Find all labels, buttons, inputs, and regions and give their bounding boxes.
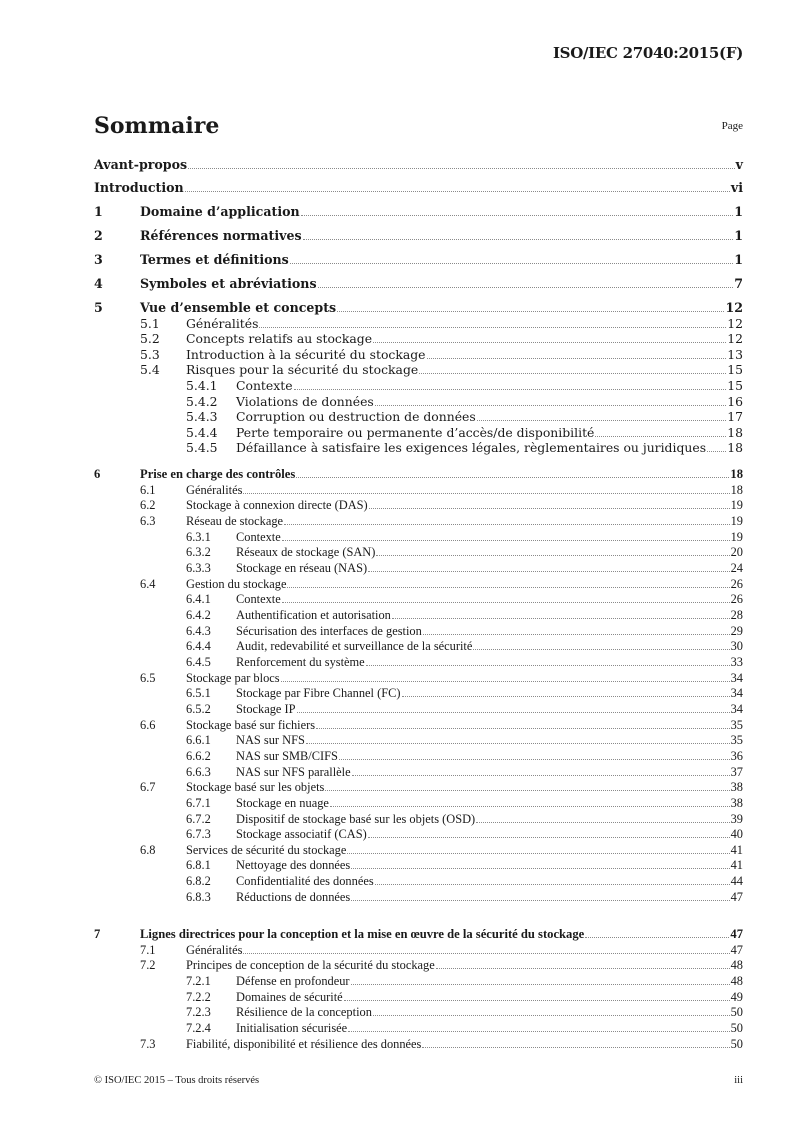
toc-entry[interactable]: [94, 702, 743, 716]
toc-entry[interactable]: [94, 718, 743, 732]
toc-entry-label[interactable]: Résilience de la conception: [236, 1005, 372, 1019]
toc-entry-label[interactable]: Domaines de sécurité: [236, 990, 343, 1004]
dot-leader: [366, 664, 730, 666]
toc-entry-label[interactable]: Lignes directrices pour la conception et la mise en œuvre de la sécurité du stockage: [140, 927, 585, 941]
toc-entry-label[interactable]: Avant-propos: [94, 157, 188, 172]
toc-entry-label[interactable]: Services de sécurité du stockage: [186, 843, 347, 857]
toc-entry[interactable]: [94, 441, 743, 455]
toc-entry-page[interactable]: 15: [727, 362, 743, 377]
dot-leader: [347, 852, 729, 854]
toc-entry-label[interactable]: Termes et définitions: [140, 252, 289, 267]
toc-entry[interactable]: [94, 639, 743, 653]
toc-entry-page[interactable]: 18: [730, 467, 743, 481]
toc-entry-label[interactable]: Confidentialité des données: [236, 874, 374, 888]
toc-entry-number: 7.2: [140, 958, 156, 972]
toc-entry-number: 6.1: [140, 483, 156, 497]
toc-entry-label[interactable]: Contexte: [236, 592, 281, 606]
toc-entry-number: 4: [94, 276, 103, 291]
toc-entry-number: 5.4.4: [186, 425, 218, 440]
page-number: iii: [734, 1075, 743, 1086]
toc-entry-label[interactable]: Symboles et abréviations: [140, 276, 317, 291]
toc-entry-page[interactable]: 36: [730, 749, 743, 763]
toc-entry[interactable]: [94, 514, 743, 528]
toc-entry-number: 6.3.3: [186, 561, 211, 575]
toc-entry-label[interactable]: Initialisation sécurisée: [236, 1021, 348, 1035]
toc-entry-label[interactable]: Généralités: [186, 943, 243, 957]
dot-leader: [392, 617, 730, 619]
dot-leader: [188, 167, 735, 169]
toc-entry-page[interactable]: 20: [730, 545, 743, 559]
dot-leader: [243, 952, 729, 954]
toc-entry-page[interactable]: 47: [730, 890, 743, 904]
dot-leader: [301, 214, 734, 216]
dot-leader: [351, 983, 730, 985]
document-identifier: ISO/IEC 27040:2015(F): [552, 44, 743, 62]
toc-entry-label[interactable]: Contexte: [236, 530, 281, 544]
dot-leader: [325, 789, 729, 791]
toc-entry[interactable]: [94, 577, 743, 591]
toc-entry-page[interactable]: 18: [727, 440, 743, 455]
dot-leader: [373, 1014, 730, 1016]
toc-entry-number: 6.6.2: [186, 749, 211, 763]
toc-entry-label[interactable]: Authentification et autorisation: [236, 608, 391, 622]
toc-entry-page[interactable]: vi: [730, 180, 743, 195]
toc-entry-number: 2: [94, 228, 103, 243]
toc-entry-page[interactable]: 18: [727, 425, 743, 440]
toc-entry[interactable]: [94, 890, 743, 904]
toc-entry-page[interactable]: 38: [730, 780, 743, 794]
dot-leader: [290, 262, 733, 264]
toc-entry-page[interactable]: v: [735, 157, 743, 172]
toc-entry-number: 5.4.3: [186, 409, 218, 424]
toc-entry-page[interactable]: 1: [734, 228, 743, 243]
toc-entry-page[interactable]: 19: [730, 530, 743, 544]
toc-entry[interactable]: [94, 1037, 743, 1051]
toc-entry[interactable]: [94, 530, 743, 544]
toc-entry-page[interactable]: 34: [730, 686, 743, 700]
toc-entry[interactable]: [94, 277, 743, 291]
toc-entry[interactable]: [94, 608, 743, 622]
toc-entry-page[interactable]: 18: [730, 483, 743, 497]
dot-leader: [339, 758, 730, 760]
dot-leader: [306, 742, 730, 744]
toc-entry[interactable]: [94, 592, 743, 606]
toc-entry-label[interactable]: Perte temporaire ou permanente d’accès/de disponibilité: [236, 425, 595, 440]
toc-entry-page[interactable]: 12: [725, 300, 743, 315]
toc-entry-number: 1: [94, 204, 103, 219]
toc-entry-number: 7.2.2: [186, 990, 211, 1004]
dot-leader: [287, 586, 729, 588]
toc-entry-number: 6.4.1: [186, 592, 211, 606]
toc-entry[interactable]: [94, 395, 743, 409]
toc-entry-label[interactable]: Principes de conception de la sécurité du stockage: [186, 958, 435, 972]
toc-entry-label[interactable]: Contexte: [236, 378, 293, 393]
toc-entry-label[interactable]: Réductions de données: [236, 890, 351, 904]
toc-entry-number: 7.1: [140, 943, 156, 957]
toc-entry-page[interactable]: 12: [727, 331, 743, 346]
toc-entry-number: 5: [94, 300, 103, 315]
dot-leader: [352, 774, 730, 776]
toc-entry-label[interactable]: Audit, redevabilité et surveillance de la sécurité: [236, 639, 473, 653]
toc-entry-label[interactable]: Stockage à connexion directe (DAS): [186, 498, 368, 512]
toc-entry-number: 6.7.2: [186, 812, 211, 826]
dot-leader: [477, 419, 726, 421]
toc-entry-number: 6.7.3: [186, 827, 211, 841]
toc-entry[interactable]: [94, 927, 743, 941]
toc-entry[interactable]: [94, 827, 743, 841]
toc-entry-page[interactable]: 28: [730, 608, 743, 622]
dot-leader: [351, 899, 729, 901]
toc-entry[interactable]: [94, 561, 743, 575]
toc-entry[interactable]: [94, 858, 743, 872]
toc-entry-page[interactable]: 24: [730, 561, 743, 575]
toc-entry-page[interactable]: 41: [730, 858, 743, 872]
toc-entry-number: 6.4.2: [186, 608, 211, 622]
toc-entry[interactable]: [94, 363, 743, 377]
toc-entry-page[interactable]: 49: [730, 990, 743, 1004]
dot-leader: [284, 523, 730, 525]
toc-entry-number: 5.4.5: [186, 440, 218, 455]
toc-entry[interactable]: [94, 990, 743, 1004]
toc-entry-page[interactable]: 39: [730, 812, 743, 826]
dot-leader: [368, 570, 730, 572]
dot-leader: [375, 404, 726, 406]
dot-leader: [376, 554, 729, 556]
toc-entry-page[interactable]: 38: [730, 796, 743, 810]
toc-entry[interactable]: [94, 624, 743, 638]
toc-entry-number: 7.2.1: [186, 974, 211, 988]
toc-entry[interactable]: [94, 467, 743, 481]
dot-leader: [476, 821, 729, 823]
toc-entry-number: 6.8.2: [186, 874, 211, 888]
toc-entry-page[interactable]: 1: [734, 252, 743, 267]
dot-leader: [348, 1030, 729, 1032]
toc-entry-label[interactable]: Généralités: [186, 316, 259, 331]
dot-leader: [427, 357, 727, 359]
toc-entry-number: 6.6: [140, 718, 156, 732]
toc-entry-page[interactable]: 16: [727, 394, 743, 409]
toc-entry[interactable]: [94, 655, 743, 669]
toc-entry-label[interactable]: NAS sur NFS: [236, 733, 305, 747]
toc-entry-number: 7: [94, 927, 101, 941]
dot-leader: [316, 727, 730, 729]
toc-entry-page[interactable]: 50: [730, 1005, 743, 1019]
toc-entry[interactable]: [94, 765, 743, 779]
toc-entry[interactable]: [94, 229, 743, 243]
toc-entry-number: 6.3.2: [186, 545, 211, 559]
toc-entry[interactable]: [94, 158, 743, 172]
toc-entry-page[interactable]: 44: [730, 874, 743, 888]
toc-entry-page[interactable]: 19: [730, 498, 743, 512]
toc-entry-page[interactable]: 37: [730, 765, 743, 779]
toc-entry-label[interactable]: NAS sur NFS parallèle: [236, 765, 351, 779]
dot-leader: [185, 190, 730, 192]
toc-entry-number: 7.2.3: [186, 1005, 211, 1019]
toc-entry-number: 6.8.1: [186, 858, 211, 872]
toc-entry-page[interactable]: 15: [727, 378, 743, 393]
toc-entry-label[interactable]: Stockage associatif (CAS): [236, 827, 367, 841]
dot-leader: [423, 633, 730, 635]
toc-entry-page[interactable]: 34: [730, 702, 743, 716]
toc-entry-number: 6.5.2: [186, 702, 211, 716]
toc-entry[interactable]: [94, 332, 743, 346]
toc-entry-number: 6.6.3: [186, 765, 211, 779]
toc-entry[interactable]: [94, 181, 743, 195]
dot-leader: [402, 695, 730, 697]
toc-entry[interactable]: [94, 205, 743, 219]
toc-entry-number: 7.2.4: [186, 1021, 211, 1035]
toc-entry[interactable]: [94, 796, 743, 810]
toc-entry-label[interactable]: Fiabilité, disponibilité et résilience des données: [186, 1037, 422, 1051]
toc-entry-label[interactable]: Introduction à la sécurité du stockage: [186, 347, 426, 362]
toc-entry-page[interactable]: 7: [734, 276, 743, 291]
toc-entry-number: 6.7.1: [186, 796, 211, 810]
toc-entry[interactable]: [94, 483, 743, 497]
toc-entry-label[interactable]: Risques pour la sécurité du stockage: [186, 362, 419, 377]
dot-leader: [373, 341, 726, 343]
toc-entry-number: 5.4: [140, 362, 160, 377]
toc-entry[interactable]: [94, 348, 743, 362]
toc-entry-label[interactable]: Stockage en réseau (NAS): [236, 561, 368, 575]
toc-entry-page[interactable]: 12: [727, 316, 743, 331]
toc-entry-label[interactable]: Introduction: [94, 180, 184, 195]
toc-entry[interactable]: [94, 498, 743, 512]
toc-entry[interactable]: [94, 874, 743, 888]
toc-entry-page[interactable]: 29: [730, 624, 743, 638]
dot-leader: [294, 388, 727, 390]
dot-leader: [297, 711, 730, 713]
toc-entry-page[interactable]: 30: [730, 639, 743, 653]
toc-entry-label[interactable]: Réseau de stockage: [186, 514, 284, 528]
toc-entry-page[interactable]: 34: [730, 671, 743, 685]
toc-entry-page[interactable]: 50: [730, 1021, 743, 1035]
toc-entry-label[interactable]: Stockage basé sur les objets: [186, 780, 325, 794]
toc-entry-number: 7.3: [140, 1037, 156, 1051]
toc-entry-number: 6.8.3: [186, 890, 211, 904]
toc-entry[interactable]: [94, 301, 743, 315]
toc-entry-number: 6.5.1: [186, 686, 211, 700]
dot-leader: [318, 286, 734, 288]
dot-leader: [595, 435, 726, 437]
toc-entry[interactable]: [94, 686, 743, 700]
toc-entry-number: 6.3.1: [186, 530, 211, 544]
dot-leader: [330, 805, 730, 807]
dot-leader: [296, 476, 729, 478]
toc-entry-number: 3: [94, 252, 103, 267]
toc-entry-page[interactable]: 50: [730, 1037, 743, 1051]
toc-entry-number: 6.5: [140, 671, 156, 685]
toc-entry-label[interactable]: Stockage IP: [236, 702, 296, 716]
toc-entry[interactable]: [94, 843, 743, 857]
toc-entry-label[interactable]: Réseaux de stockage (SAN): [236, 545, 376, 559]
dot-leader: [282, 539, 730, 541]
dot-leader: [369, 507, 730, 509]
toc-entry-label[interactable]: Prise en charge des contrôles: [140, 467, 296, 481]
toc-entry[interactable]: [94, 410, 743, 424]
toc-entry-label[interactable]: Généralités: [186, 483, 243, 497]
dot-leader: [259, 326, 726, 328]
toc-entry-page[interactable]: 19: [730, 514, 743, 528]
toc-entry-page[interactable]: 48: [730, 974, 743, 988]
toc-entry[interactable]: [94, 733, 743, 747]
toc-entry-number: 6.7: [140, 780, 156, 794]
toc-entry-label[interactable]: Stockage basé sur fichiers: [186, 718, 316, 732]
dot-leader: [585, 936, 729, 938]
toc-entry-page[interactable]: 40: [730, 827, 743, 841]
toc-entry-label[interactable]: Défaillance à satisfaire les exigences légales, règlementaires ou juridiques: [236, 440, 707, 455]
toc-entry-page[interactable]: 47: [730, 943, 743, 957]
toc-entry-number: 5.4.1: [186, 378, 218, 393]
toc-entry-number: 6.2: [140, 498, 156, 512]
toc-entry[interactable]: [94, 426, 743, 440]
toc-entry-number: 6.8: [140, 843, 156, 857]
toc-entry-number: 5.2: [140, 331, 160, 346]
toc-entry[interactable]: [94, 317, 743, 331]
dot-leader: [375, 883, 730, 885]
toc-entry-number: 5.1: [140, 316, 160, 331]
toc-entry-number: 6.6.1: [186, 733, 211, 747]
toc-entry-label[interactable]: Nettoyage des données: [236, 858, 351, 872]
toc-entry-label[interactable]: Sécurisation des interfaces de gestion: [236, 624, 422, 638]
toc-entry-page[interactable]: 26: [730, 592, 743, 606]
dot-leader: [473, 648, 729, 650]
toc-entry-number: 6.4: [140, 577, 156, 591]
toc-entry-page[interactable]: 1: [734, 204, 743, 219]
toc-entry-label[interactable]: Violations de données: [236, 394, 374, 409]
dot-leader: [422, 1046, 729, 1048]
toc-entry[interactable]: [94, 749, 743, 763]
toc-entry[interactable]: [94, 812, 743, 826]
toc-entry-page[interactable]: 47: [730, 927, 743, 941]
toc-entry[interactable]: [94, 943, 743, 957]
toc-entry-number: 6.4.5: [186, 655, 211, 669]
toc-entry[interactable]: [94, 1021, 743, 1035]
toc-entry-label[interactable]: Gestion du stockage: [186, 577, 287, 591]
toc-entry-page[interactable]: 48: [730, 958, 743, 972]
toc-entry-number: 6.4.3: [186, 624, 211, 638]
toc-entry-page[interactable]: 41: [730, 843, 743, 857]
toc-entry-number: 6.4.4: [186, 639, 211, 653]
toc-entry[interactable]: [94, 974, 743, 988]
toc-entry-label[interactable]: Dispositif de stockage basé sur les objets (OSD): [236, 812, 476, 826]
page-title: Sommaire: [94, 113, 220, 139]
toc-entry[interactable]: [94, 1005, 743, 1019]
dot-leader: [243, 492, 729, 494]
toc-entry-page[interactable]: 35: [730, 718, 743, 732]
toc-entry[interactable]: [94, 545, 743, 559]
toc-entry-label[interactable]: Domaine d’application: [140, 204, 300, 219]
toc-entry[interactable]: [94, 958, 743, 972]
toc-entry-page[interactable]: 35: [730, 733, 743, 747]
toc-entry-page[interactable]: 13: [727, 347, 743, 362]
toc-entry[interactable]: [94, 671, 743, 685]
toc-entry-label[interactable]: Corruption ou destruction de données: [236, 409, 476, 424]
dot-leader: [707, 450, 726, 452]
dot-leader: [419, 372, 726, 374]
toc-entry-label[interactable]: Stockage en nuage: [236, 796, 329, 810]
dot-leader: [337, 310, 724, 312]
toc-entry-number: 5.3: [140, 347, 160, 362]
page-column-label: Page: [721, 120, 743, 132]
toc-entry-label[interactable]: Concepts relatifs au stockage: [186, 331, 373, 346]
toc-entry-page[interactable]: 33: [730, 655, 743, 669]
toc-entry-label[interactable]: Stockage par blocs: [186, 671, 280, 685]
toc-entry[interactable]: [94, 253, 743, 267]
dot-leader: [282, 601, 730, 603]
dot-leader: [436, 967, 730, 969]
toc-entry-label[interactable]: NAS sur SMB/CIFS: [236, 749, 338, 763]
dot-leader: [303, 238, 734, 240]
dot-leader: [344, 999, 730, 1001]
toc-entry-label[interactable]: Défense en profondeur: [236, 974, 350, 988]
toc-entry-label[interactable]: Références normatives: [140, 228, 302, 243]
toc-entry-page[interactable]: 26: [730, 577, 743, 591]
dot-leader: [351, 867, 729, 869]
dot-leader: [281, 680, 730, 682]
toc-entry-label[interactable]: Vue d’ensemble et concepts: [140, 300, 337, 315]
toc-entry[interactable]: [94, 379, 743, 393]
toc-entry-number: 5.4.2: [186, 394, 218, 409]
toc-entry-label[interactable]: Stockage par Fibre Channel (FC): [236, 686, 401, 700]
toc-entry-label[interactable]: Renforcement du système: [236, 655, 365, 669]
toc-entry-page[interactable]: 17: [727, 409, 743, 424]
toc-entry-number: 6.3: [140, 514, 156, 528]
toc-entry[interactable]: [94, 780, 743, 794]
copyright-notice: © ISO/IEC 2015 – Tous droits réservés: [94, 1075, 260, 1086]
dot-leader: [368, 836, 730, 838]
toc-entry-number: 6: [94, 467, 101, 481]
